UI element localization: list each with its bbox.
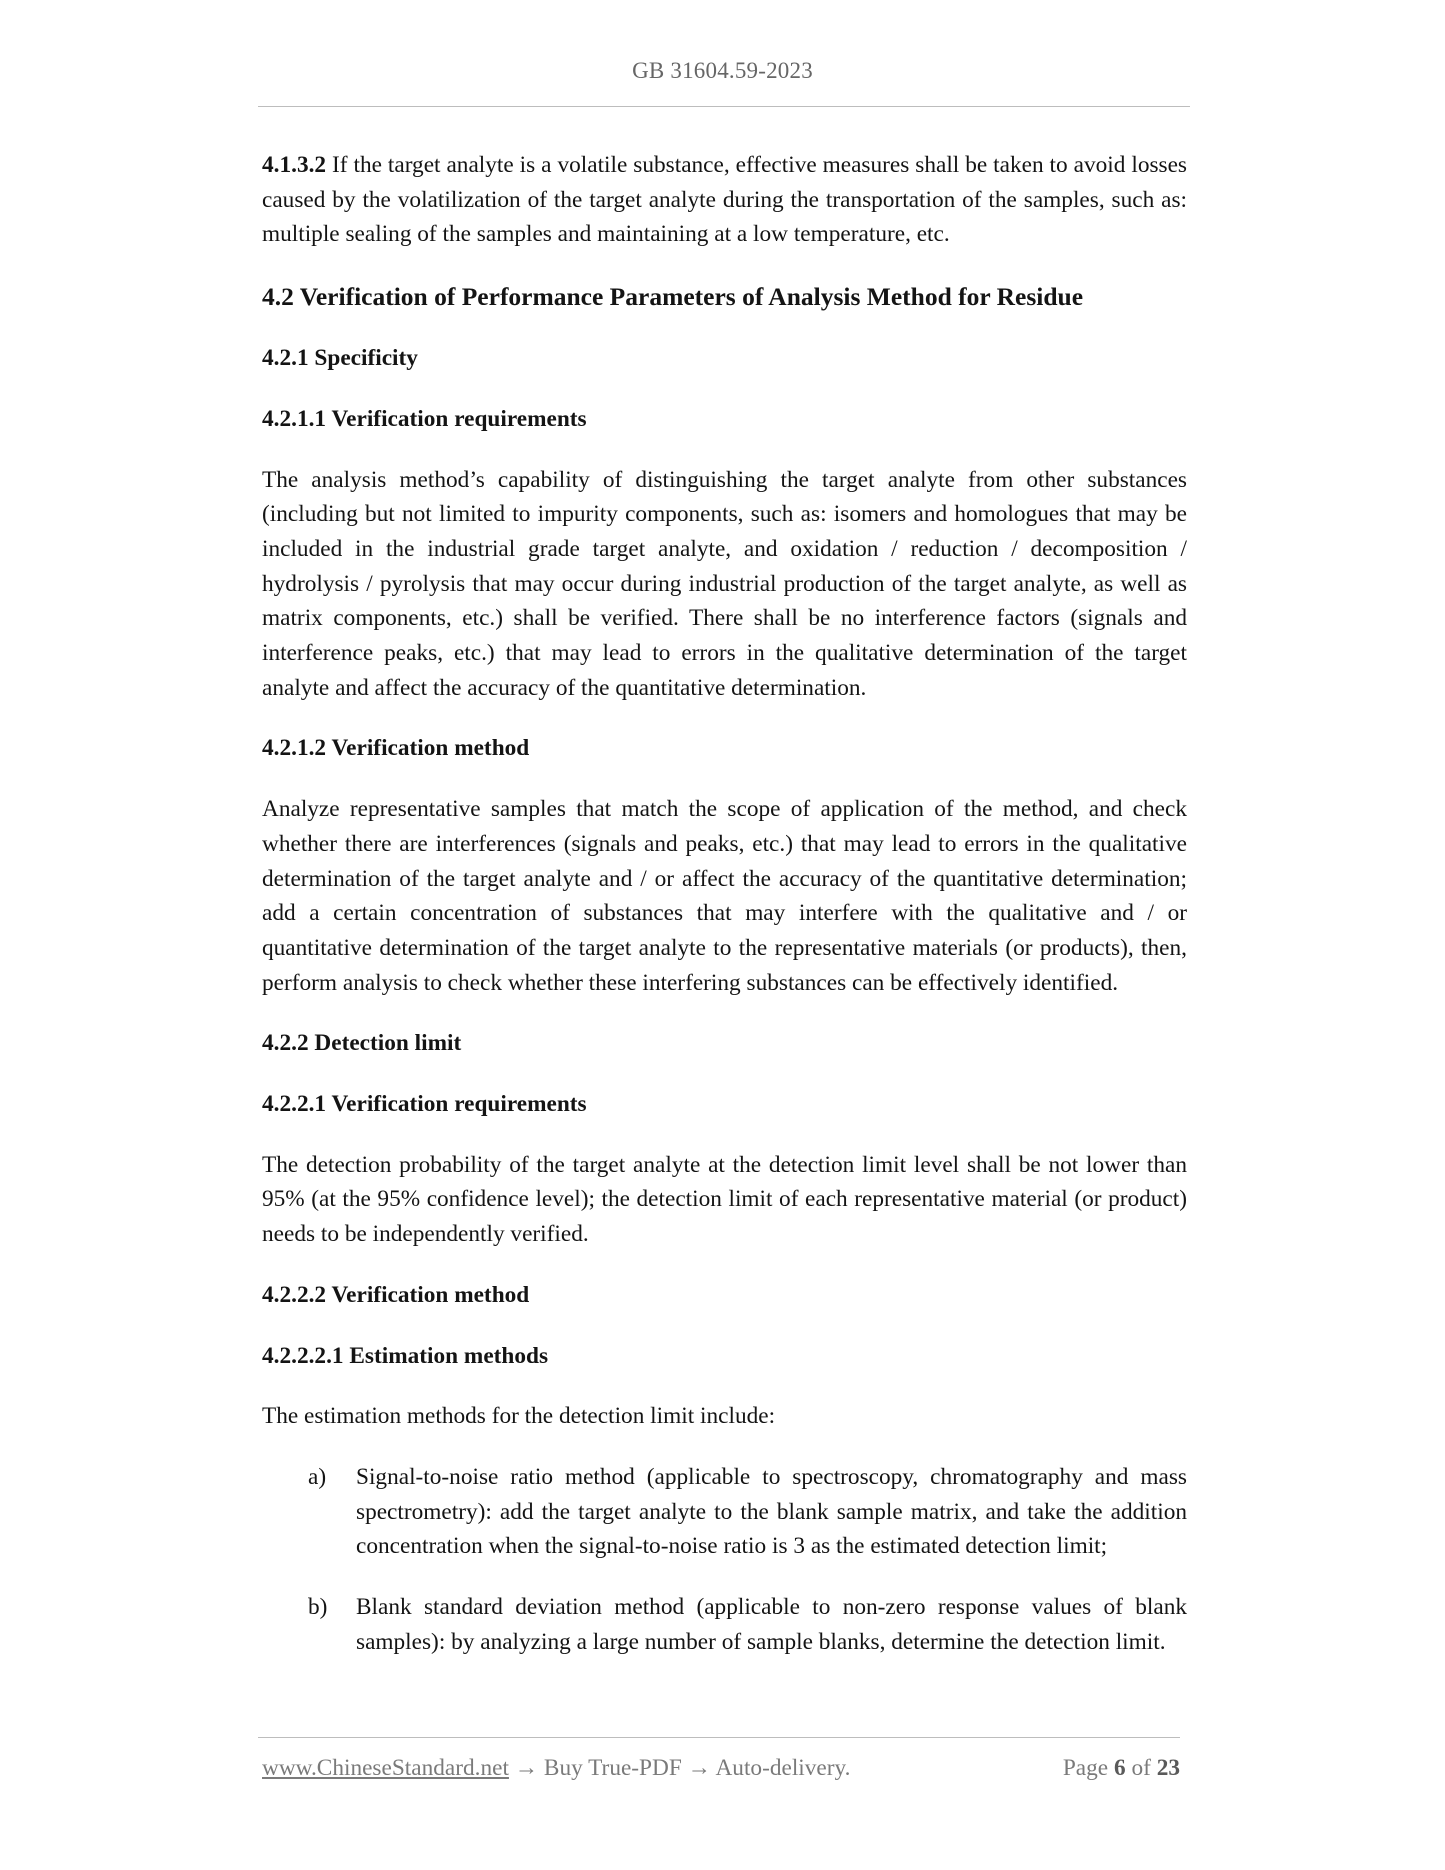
- arrow-right-icon: →: [687, 1755, 711, 1781]
- page-footer: [262, 1755, 1180, 1791]
- list-item-label: b): [308, 1594, 328, 1621]
- clause-text: If the target analyte is a volatile substance, effective measures shall be taken to avoid losses caused by the volatilization of the target analyte during the transportation of the samples, such as: multiple sealing of the samples and maintaining at a low temperature, etc.: [262, 152, 1187, 248]
- paragraph-4-2-1-1: The analysis method’s capability of distinguishing the target analyte from other substances (including but not limited to impurity components, such as: isomers and homologues that may be included in the industrial grade target analyte, and oxidation / reduction / decomposition / hydrolysis / pyrolysis that may occur during industrial production of the target analyte, as well as matrix components, etc.) shall be verified. There shall be no interference factors (signals and interference peaks, etc.) that may lead to errors in the qualitative determination of the target analyte and affect the accuracy of the quantitative determination.: [262, 466, 1187, 701]
- heading-4-2: 4.2 Verification of Performance Parameters of Analysis Method for Residue: [262, 282, 1084, 312]
- page-header: GB 31604.59-2023: [632, 58, 813, 83]
- heading-4-2-1-1: 4.2.1.1 Verification requirements: [262, 405, 587, 432]
- list-item-text: Signal-to-noise ratio method (applicable to spectroscopy, chromatography and mass spectrometry): add the target analyte to the blank sample matrix, and take the addition concentration when the signal-to-noise ratio is 3 as the estimated detection limit;: [356, 1463, 1187, 1560]
- list-item: [262, 1460, 1187, 1564]
- heading-4-2-1-2: 4.2.1.2 Verification method: [262, 735, 530, 762]
- list-item-text: Blank standard deviation method (applicable to non-zero response values of blank samples): by analyzing a large number of sample blanks, determine the detection limit.: [356, 1594, 1187, 1655]
- paragraph-4-2-2-1: The detection probability of the target analyte at the detection limit level shall be not lower than 95% (at the 95% confidence level); the detection limit of each representative material (or product) needs to be independently verified.: [262, 1151, 1187, 1248]
- clause-number: 4.1.3.2: [262, 152, 327, 178]
- footer-divider: [258, 1737, 1180, 1738]
- site-link[interactable]: www.ChineseStandard.net: [262, 1755, 509, 1781]
- page-body: [262, 148, 1187, 1660]
- heading-4-2-2-2-1: 4.2.2.2.1 Estimation methods: [262, 1342, 549, 1369]
- estimation-intro: The estimation methods for the detection limit include:: [262, 1403, 776, 1430]
- footer-links: [262, 1755, 850, 1782]
- list-item-label: a): [308, 1463, 327, 1490]
- heading-4-2-1: 4.2.1 Specificity: [262, 345, 418, 372]
- paragraph-4-2-1-2: Analyze representative samples that match the scope of application of the method, and check whether there are interferences (signals and peaks, etc.) that may lead to errors in the qualitative determination of the target analyte and / or affect the accuracy of the quantitative determination; add a certain concentration of substances that may interfere with the qualitative and / or quantitative determination of the target analyte to the representative materials (or products), then, perform analysis to check whether these interfering substances can be effectively identified.: [262, 796, 1187, 996]
- current-page-number: 6: [1113, 1755, 1126, 1781]
- delivery-text: Auto-delivery.: [715, 1755, 851, 1781]
- page-indicator: [1063, 1755, 1180, 1782]
- heading-4-2-2-2: 4.2.2.2 Verification method: [262, 1281, 530, 1308]
- of-word: of: [1131, 1755, 1151, 1781]
- arrow-right-icon: →: [514, 1755, 539, 1781]
- page-word: Page: [1062, 1755, 1109, 1781]
- heading-4-2-2-1: 4.2.2.1 Verification requirements: [262, 1091, 587, 1118]
- heading-4-2-2: 4.2.2 Detection limit: [262, 1030, 462, 1057]
- paragraph-4-1-3-2: [262, 148, 1187, 252]
- list-item: [262, 1590, 1187, 1659]
- header-divider: [258, 106, 1190, 107]
- total-pages-number: 23: [1156, 1755, 1180, 1781]
- buy-text: Buy True-PDF: [543, 1755, 682, 1781]
